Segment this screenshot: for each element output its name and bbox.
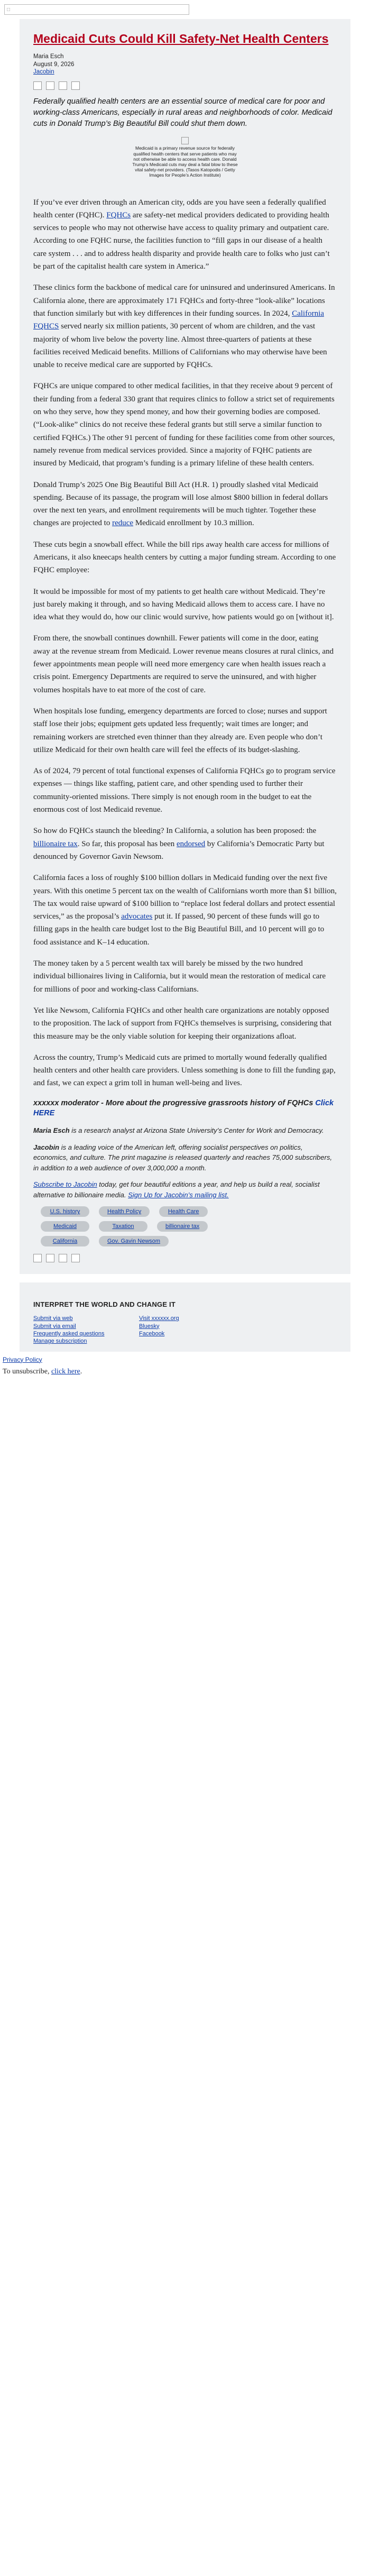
share-icon-4[interactable]: [71, 81, 80, 90]
footer-right-column: [139, 1315, 245, 1345]
subscribe-blurb: Subscribe to Jacobin today, get four beautiful editions a year, and help us build a real, socialist alternative to billionaire media. Sign Up for Jacobin’s mailing list.: [33, 1180, 320, 1199]
footer-left-column: [33, 1315, 139, 1345]
paragraph: So how do FQHCs staunch the bleeding? In California, a solution has been proposed: the billionaire tax. So far, this proposal has been endorsed by California’s Democratic Party but denounced by Governor Gavin Newsom.: [33, 827, 325, 861]
article-body: [33, 196, 337, 1090]
billionaire-tax-link[interactable]: billionaire tax: [33, 839, 78, 848]
publication-bio: Jacobin is a leading voice of the American left, offering socialist perspectives on politics, economics, and culture. The print magazine is released quarterly and reaches 75,000 subscribers, in addition to a web audience of over 3,000,000 a month.: [33, 1143, 332, 1172]
moderator-note: xxxxxx moderator - More about the progressive grassroots history of FQHCs Click HERE: [33, 1098, 334, 1117]
subscribe-link[interactable]: Subscribe to Jacobin: [33, 1180, 97, 1189]
paragraph: These clinics form the backbone of medical care for uninsured and underinsured Americans. In California alone, there are approximately 171 FQHCs and forty-three “look-alike” locations that function similarly but with key differences in their funding sources. In 2024, California FQHCS served nearly six million patients, 30 percent of whom are children, and the vast majority of whom live below the poverty line. Almost three-quarters of patients at these facilities received Medicaid benefits. Millions of Californians who may otherwise have been unable to receive medical care are supported by FQHCs.: [33, 283, 335, 370]
tag-billionaire-tax[interactable]: billionaire tax: [157, 1221, 208, 1232]
hero-figure: [132, 137, 238, 178]
share-icon-2[interactable]: [46, 81, 54, 90]
paragraph: The money taken by a 5 percent wealth tax will barely be missed by the two hundred individual billionaires living in California, but it would mean the restoration of medical care for millions of poor and working-class Californians.: [33, 959, 326, 994]
paragraph: From there, the snowball continues downhill. Fewer patients will come in the door, eating away at the revenue stream from Medicaid. Lower revenue means closures at rural clinics, and fewer appointments mean people will need more emergency care when health issues reach a crisis point. Emergency Departments are required to serve the uninsured, and with higher volumes hospitals have to eat more of the cost of care.: [33, 634, 334, 694]
share-icon-1[interactable]: [33, 1254, 42, 1262]
tag-list: [41, 1206, 220, 1246]
visit-site-link[interactable]: Visit xxxxxx.org: [139, 1315, 179, 1322]
paragraph: FQHCs are unique compared to other medical facilities, in that they receive about 9 percent of their funding from a federal 330 grant that requires clinics to follow a strict set of requirements on who they serve, how they spend money, and how their governing bodies are composed. (“Look-alike” clinics do not receive these federal grants but still serve a similar function to certified FQHCs.) The other 91 percent of funding for these facilities come from other sources, namely revenue from medical services provided. Since a majority of FQHC patients are insured by Medicaid, that program’s funding is a primary lifeline of these health centers.: [33, 382, 335, 468]
submit-web-link[interactable]: Submit via web: [33, 1315, 73, 1322]
article-title[interactable]: Medicaid Cuts Could Kill Safety-Net Health Centers: [33, 32, 329, 45]
bottom-share-row: [33, 1254, 337, 1262]
share-row: [33, 81, 337, 90]
privacy-policy-link[interactable]: Privacy Policy: [3, 1355, 42, 1363]
footer-links: [33, 1315, 337, 1345]
share-icon-3[interactable]: [59, 1254, 67, 1262]
moderator-click-here-link[interactable]: Click HERE: [33, 1098, 334, 1117]
tag-us-history[interactable]: U.S. history: [41, 1206, 89, 1217]
paragraph: Across the country, Trump’s Medicaid cuts are primed to mortally wound federally qualified health centers and other health care providers. Unless something is done to fill the funding gap, and fast, we can expect a grim toll in human well-being and lives.: [33, 1053, 336, 1088]
advocates-link[interactable]: advocates: [121, 912, 153, 921]
fqhcs-link[interactable]: FQHCs: [106, 210, 131, 219]
share-icon-3[interactable]: [59, 81, 67, 90]
manage-subscription-link[interactable]: Manage subscription: [33, 1338, 87, 1345]
mailing-list-link[interactable]: Sign Up for Jacobin’s mailing list.: [128, 1190, 229, 1199]
footer-heading: INTERPRET THE WORLD AND CHANGE IT: [33, 1300, 175, 1309]
publish-date: August 9, 2026: [33, 61, 75, 68]
tag-health-policy[interactable]: Health Policy: [99, 1206, 150, 1217]
footer: [20, 1282, 350, 1351]
publication-link[interactable]: Jacobin: [33, 69, 54, 76]
broken-image-icon: □: [7, 6, 11, 13]
bio-author-name: Maria Esch: [33, 1126, 70, 1135]
facebook-link[interactable]: Facebook: [139, 1330, 165, 1337]
tag-taxation[interactable]: Taxation: [99, 1221, 147, 1232]
bio-publication-name: Jacobin: [33, 1143, 60, 1151]
byline: [33, 53, 337, 77]
share-icon-2[interactable]: [46, 1254, 54, 1262]
reduce-link[interactable]: reduce: [112, 519, 134, 528]
author-bio: Maria Esch is a research analyst at Arizona State University’s Center for Work and Democracy.: [33, 1126, 324, 1135]
hero-caption: Medicaid is a primary revenue source for federally qualified health centers that serve patients who may not otherwise be able to access health care. Donald Trump’s Medicaid cuts may deal a fatal blow to these vital safety-net providers. (Tasos Katopodis / Getty Images for People’s Action Institute): [132, 145, 238, 178]
share-icon-4[interactable]: [71, 1254, 80, 1262]
paragraph: California faces a loss of roughly $100 billion dollars in Medicaid funding over the next five years. With this onetime 5 percent tax on the wealth of Californians worth more than $1 billion, The tax would raise upward of $100 billion to “replace lost federal dollars and protect essential services,” as the proposal’s advocates put it. If passed, 90 percent of these funds will go to filling gaps in the health care budget lost to the Big Beautiful Bill, and 10 percent will go to food assistance and K–14 education.: [33, 874, 337, 947]
header-image-placeholder: [4, 4, 189, 15]
article-dek: Federally qualified health centers are an essential source of medical care for poor and working-class Americans, especially in rural areas and neighborhoods of color. Medicaid cuts in Donald Trump’s Big Beautiful Bill could shut them down.: [33, 97, 332, 129]
endorsed-link[interactable]: endorsed: [177, 839, 206, 848]
submit-email-link[interactable]: Submit via email: [33, 1323, 76, 1330]
paragraph: When hospitals lose funding, emergency departments are forced to close; nurses and support staff lose their jobs; equipment gets updated less frequently; wait times are longer; and remaining workers are stretched even thinner than they already are. Even people who don’t utilize Medicaid for their own health care will feel the effects of its budget-slashing.: [33, 707, 327, 754]
california-fqhcs-link[interactable]: California FQHCS: [33, 309, 325, 331]
tag-medicaid[interactable]: Medicaid: [41, 1221, 89, 1232]
unsubscribe-link[interactable]: click here: [51, 1367, 80, 1376]
author-name: Maria Esch: [33, 53, 64, 60]
paragraph: If you’ve ever driven through an American city, odds are you have seen a federally qualified health center (FQHC). FQHCs are safety-net medical providers dedicated to providing health services to people who may not otherwise have access to quality primary and outpatient care. According to one FQHC nurse, the facilities function to “fill gaps in our disease of a health care system . . . and to address health disparity and provide health care to folks who just can’t be part of the capitalist health care system in America.”: [33, 198, 330, 271]
quote-paragraph: It would be impossible for most of my patients to get health care without Medicaid. They’re just barely making it through, and so having Medicaid allows them to access care. I have no idea what they would do, how our clinic would survive, how patients would go on [without it].: [33, 587, 334, 622]
paragraph: Yet like Newsom, California FQHCs and other health care organizations are notably opposed to the proposition. The lack of support from FQHCs themselves is surprising, considering that this measure may be the only viable solution for keeping their organizations afloat.: [33, 1006, 332, 1041]
tag-california[interactable]: California: [41, 1236, 89, 1246]
unsubscribe-row: To unsubscribe, click here.: [3, 1367, 82, 1376]
bluesky-link[interactable]: Bluesky: [139, 1323, 160, 1330]
privacy-policy-row: [3, 1356, 370, 1363]
paragraph: Donald Trump’s 2025 One Big Beautiful Bill Act (H.R. 1) proudly slashed vital Medicaid spending. Because of its passage, the program will lose almost $800 billion in federal dollars over the next ten years, and enrollment requirements will be much tighter. Together these changes are projected to reduce Medicaid enrollment by 10.3 million.: [33, 480, 328, 528]
tag-gov-gavin-newsom[interactable]: Gov. Gavin Newsom: [99, 1236, 169, 1246]
paragraph: As of 2024, 79 percent of total functional expenses of California FQHCs go to program service expenses — things like staffing, patient care, and other spending used to further their community-oriented missions. There simply is not enough room in the budget to eat the enormous cost of lost Medicaid revenue.: [33, 767, 336, 814]
hero-image-icon: [181, 137, 189, 144]
paragraph: These cuts begin a snowball effect. While the bill rips away health care access for millions of Americans, it also kneecaps health centers by cutting a major funding stream. According to one FQHC employee:: [33, 540, 336, 575]
faq-link[interactable]: Frequently asked questions: [33, 1330, 105, 1337]
share-icon-1[interactable]: [33, 81, 42, 90]
article-container: [20, 19, 350, 1274]
tag-health-care[interactable]: Health Care: [159, 1206, 208, 1217]
